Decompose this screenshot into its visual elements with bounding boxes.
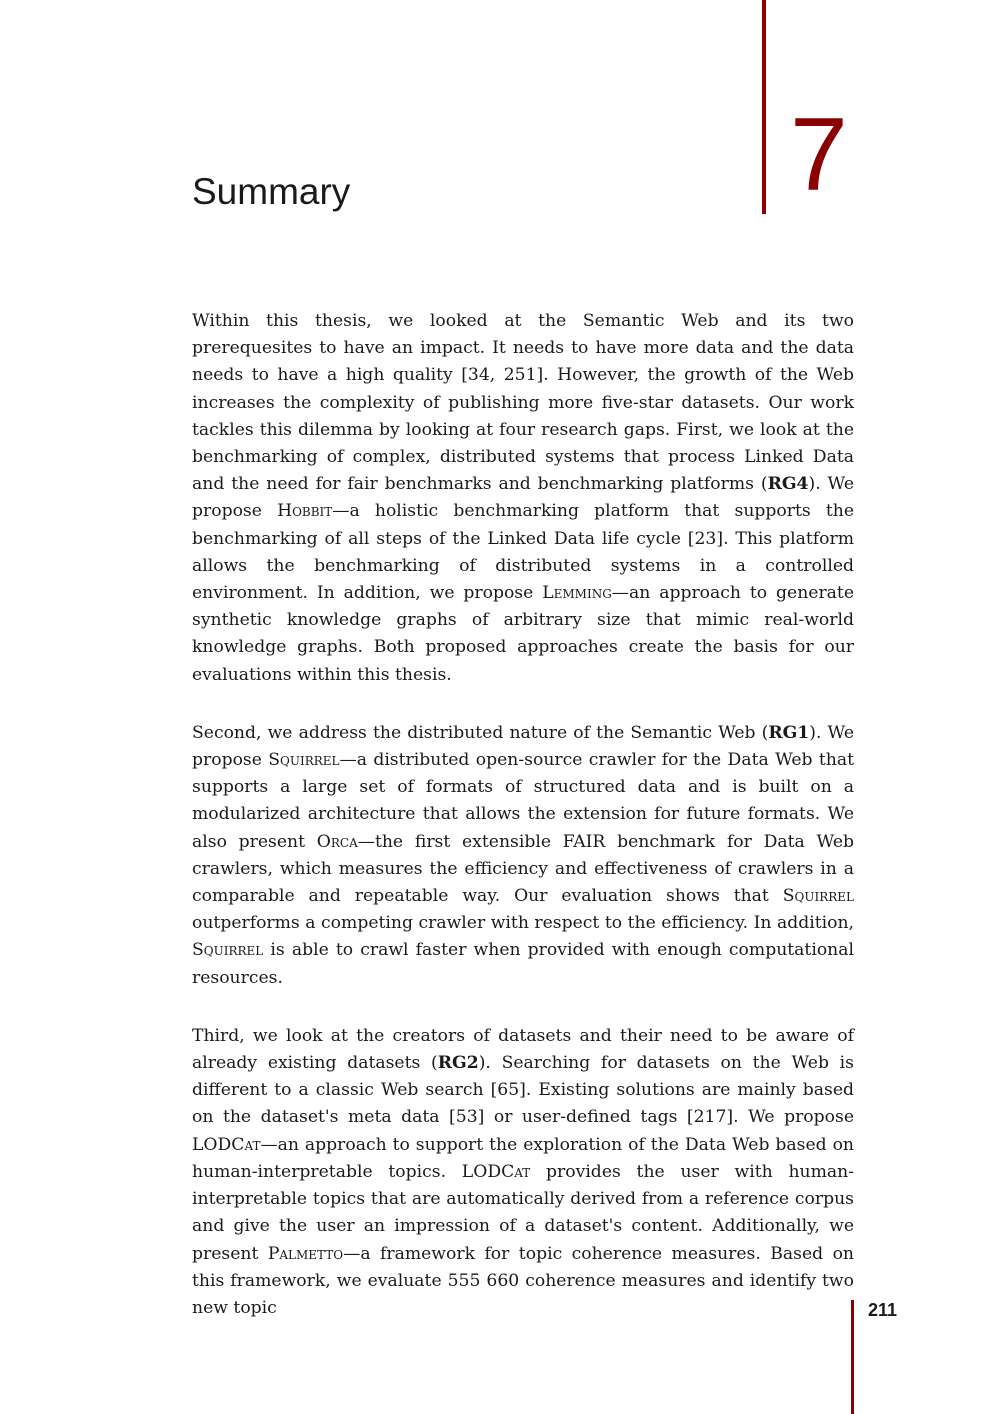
research-gap-label: RG2 — [437, 1053, 479, 1074]
paragraph-crawling — [192, 720, 854, 992]
chapter-title: Summary — [192, 171, 351, 212]
system-name: Lemming — [542, 583, 612, 604]
system-name: Cat — [501, 1161, 531, 1182]
text-run: —an approach to support the exploration of the Data Web based on human-interpretable topics. LOD — [192, 1134, 854, 1182]
system-name: Squirrel — [268, 750, 340, 771]
system-name: Squirrel — [782, 886, 854, 907]
text-run: ). We propose — [192, 722, 854, 771]
text-run: Third, we look at the creators of datasets and their need to be aware of already existing datasets ( — [192, 1025, 854, 1074]
paragraph-dataset-search — [192, 1023, 854, 1322]
research-gap-label: RG1 — [768, 722, 810, 743]
text-run: —a holistic benchmarking platform that supports the benchmarking of all steps of the Linked Data life cycle [23]. This platform allows the benchmarking of distributed systems in a controlled environment. In addition, we propose — [192, 501, 854, 604]
system-name: Squirrel — [192, 940, 264, 961]
research-gap-label: RG4 — [767, 474, 809, 495]
text-run: —a framework for topic coherence measures. Based on this framework, we evaluate 555 660 coherence measures and identify two new topic — [192, 1243, 854, 1318]
system-name: Hobbit — [277, 501, 333, 522]
text-run: is able to crawl faster when provided with enough computational resources. — [192, 940, 854, 988]
system-name: Cat — [231, 1134, 261, 1155]
system-name: Orca — [316, 831, 358, 852]
text-run: Within this thesis, we looked at the Semantic Web and its two prerequesites to have an impact. It needs to have more data and the data needs to have a high quality [34, 251]. However, the growth of the Web increases the complexity of publishing more five-star datasets. Our work tackles this dilemma by looking at four research gaps. First, we look at the benchmarking of complex, distributed systems that process Linked Data and the need for fair benchmarks and benchmarking platforms ( — [192, 311, 854, 495]
text-run: outperforms a competing crawler with respect to the efficiency. In addition, — [192, 913, 854, 934]
chapter-number: 7 — [790, 97, 848, 213]
text-run: ). We propose — [192, 474, 854, 522]
chapter-rule — [762, 0, 766, 214]
text-run: Second, we address the distributed nature of the Semantic Web ( — [192, 722, 769, 743]
page-number-rule — [851, 1300, 854, 1414]
text-run: —the first extensible FAIR benchmark for Data Web crawlers, which measures the efficiency and effectiveness of crawlers in a comparable and repeatable way. Our evaluation shows that — [192, 831, 854, 907]
text-run: provides the user with human-interpretable topics that are automatically derived from a reference corpus and give the user an impression of a dataset's content. Additionally, we present — [192, 1161, 854, 1264]
paragraph-benchmarking — [192, 308, 854, 689]
text-run: —a distributed open-source crawler for the Data Web that supports a large set of formats of structured data and is built on a modularized architecture that allows the extension for future formats. We also present — [192, 750, 854, 852]
text-run: ). Searching for datasets on the Web is different to a classic Web search [65]. Existing solutions are mainly based on the dataset's meta data [53] or user-defined tags [217]. We propose LOD — [192, 1053, 854, 1155]
system-name: Palmetto — [267, 1243, 344, 1264]
body-text — [192, 308, 854, 1353]
page-number: 211 — [868, 1300, 898, 1320]
text-run: —an approach to generate synthetic knowledge graphs of arbitrary size that mimic real-world knowledge graphs. Both proposed approaches create the basis for our evaluations within this thesis. — [192, 583, 854, 685]
